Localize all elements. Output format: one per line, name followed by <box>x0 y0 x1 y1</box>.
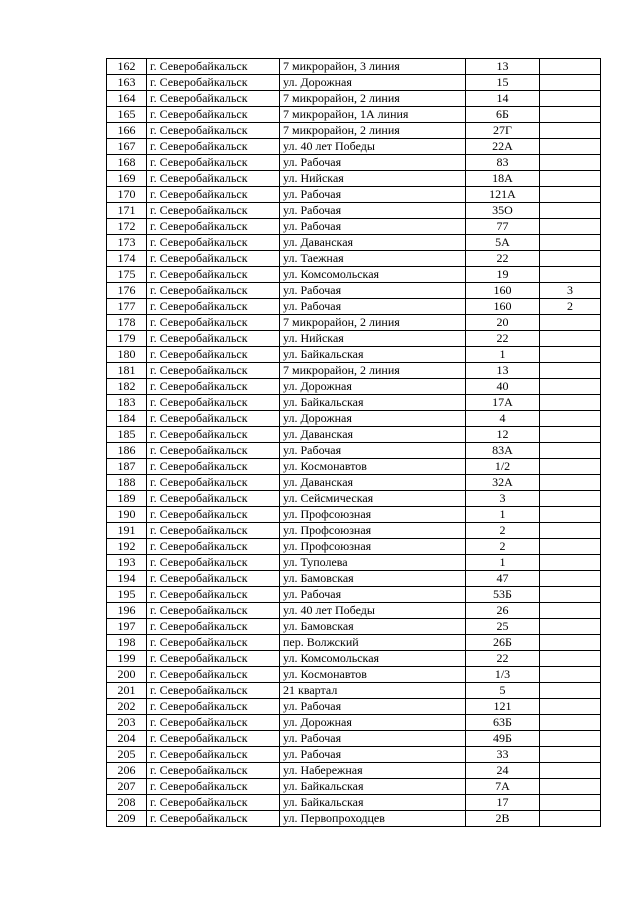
street-cell: ул. Байкальская <box>280 395 466 411</box>
apartment-cell <box>540 235 601 251</box>
street-cell: ул. Рабочая <box>280 187 466 203</box>
city-cell: г. Северобайкальск <box>147 395 280 411</box>
street-cell: ул. Космонавтов <box>280 667 466 683</box>
apartment-cell: 2 <box>540 299 601 315</box>
street-cell: ул. Рабочая <box>280 731 466 747</box>
apartment-cell <box>540 731 601 747</box>
street-cell: ул. Байкальская <box>280 795 466 811</box>
city-cell: г. Северобайкальск <box>147 539 280 555</box>
street-cell: ул. Рабочая <box>280 443 466 459</box>
house-number-cell: 13 <box>466 59 540 75</box>
city-cell: г. Северобайкальск <box>147 267 280 283</box>
apartment-cell <box>540 379 601 395</box>
apartment-cell: 3 <box>540 283 601 299</box>
city-cell: г. Северобайкальск <box>147 59 280 75</box>
row-number-cell: 185 <box>107 427 147 443</box>
table-row <box>107 779 601 795</box>
house-number-cell: 1 <box>466 507 540 523</box>
apartment-cell <box>540 59 601 75</box>
table-row <box>107 411 601 427</box>
table-row <box>107 155 601 171</box>
apartment-cell <box>540 267 601 283</box>
city-cell: г. Северобайкальск <box>147 379 280 395</box>
house-number-cell: 1 <box>466 555 540 571</box>
city-cell: г. Северобайкальск <box>147 459 280 475</box>
address-table <box>106 58 601 827</box>
row-number-cell: 200 <box>107 667 147 683</box>
street-cell: ул. Нийская <box>280 171 466 187</box>
city-cell: г. Северобайкальск <box>147 523 280 539</box>
apartment-cell <box>540 347 601 363</box>
table-row <box>107 107 601 123</box>
house-number-cell: 22А <box>466 139 540 155</box>
table-row <box>107 283 601 299</box>
table-row <box>107 219 601 235</box>
row-number-cell: 195 <box>107 587 147 603</box>
apartment-cell <box>540 395 601 411</box>
house-number-cell: 121 <box>466 699 540 715</box>
apartment-cell <box>540 763 601 779</box>
house-number-cell: 47 <box>466 571 540 587</box>
row-number-cell: 193 <box>107 555 147 571</box>
table-row <box>107 59 601 75</box>
table-row <box>107 267 601 283</box>
apartment-cell <box>540 571 601 587</box>
row-number-cell: 166 <box>107 123 147 139</box>
house-number-cell: 12 <box>466 427 540 443</box>
city-cell: г. Северобайкальск <box>147 123 280 139</box>
city-cell: г. Северобайкальск <box>147 795 280 811</box>
street-cell: 7 микрорайон, 2 линия <box>280 315 466 331</box>
city-cell: г. Северобайкальск <box>147 731 280 747</box>
street-cell: ул. Таежная <box>280 251 466 267</box>
street-cell: ул. Профсоюзная <box>280 539 466 555</box>
house-number-cell: 1 <box>466 347 540 363</box>
house-number-cell: 19 <box>466 267 540 283</box>
street-cell: ул. Профсоюзная <box>280 507 466 523</box>
table-row <box>107 619 601 635</box>
table-row <box>107 651 601 667</box>
city-cell: г. Северобайкальск <box>147 139 280 155</box>
street-cell: ул. Первопроходцев <box>280 811 466 827</box>
street-cell: ул. 40 лет Победы <box>280 139 466 155</box>
city-cell: г. Северобайкальск <box>147 315 280 331</box>
row-number-cell: 204 <box>107 731 147 747</box>
row-number-cell: 206 <box>107 763 147 779</box>
row-number-cell: 208 <box>107 795 147 811</box>
house-number-cell: 49Б <box>466 731 540 747</box>
house-number-cell: 17 <box>466 795 540 811</box>
street-cell: ул. Рабочая <box>280 219 466 235</box>
apartment-cell <box>540 219 601 235</box>
city-cell: г. Северобайкальск <box>147 491 280 507</box>
street-cell: ул. Профсоюзная <box>280 523 466 539</box>
apartment-cell <box>540 587 601 603</box>
apartment-cell <box>540 603 601 619</box>
row-number-cell: 187 <box>107 459 147 475</box>
street-cell: ул. Рабочая <box>280 203 466 219</box>
house-number-cell: 160 <box>466 299 540 315</box>
city-cell: г. Северобайкальск <box>147 187 280 203</box>
house-number-cell: 33 <box>466 747 540 763</box>
table-row <box>107 699 601 715</box>
street-cell: ул. Комсомольская <box>280 267 466 283</box>
house-number-cell: 40 <box>466 379 540 395</box>
table-row <box>107 347 601 363</box>
street-cell: 7 микрорайон, 1А линия <box>280 107 466 123</box>
row-number-cell: 167 <box>107 139 147 155</box>
table-row <box>107 171 601 187</box>
street-cell: 7 микрорайон, 2 линия <box>280 91 466 107</box>
city-cell: г. Северобайкальск <box>147 411 280 427</box>
apartment-cell <box>540 443 601 459</box>
city-cell: г. Северобайкальск <box>147 507 280 523</box>
table-row <box>107 203 601 219</box>
street-cell: ул. Туполева <box>280 555 466 571</box>
house-number-cell: 7А <box>466 779 540 795</box>
house-number-cell: 20 <box>466 315 540 331</box>
city-cell: г. Северобайкальск <box>147 635 280 651</box>
street-cell: ул. Бамовская <box>280 571 466 587</box>
house-number-cell: 26 <box>466 603 540 619</box>
apartment-cell <box>540 523 601 539</box>
house-number-cell: 4 <box>466 411 540 427</box>
row-number-cell: 192 <box>107 539 147 555</box>
house-number-cell: 53Б <box>466 587 540 603</box>
row-number-cell: 176 <box>107 283 147 299</box>
street-cell: ул. Рабочая <box>280 699 466 715</box>
street-cell: 7 микрорайон, 2 линия <box>280 123 466 139</box>
street-cell: ул. Рабочая <box>280 299 466 315</box>
street-cell: ул. Сейсмическая <box>280 491 466 507</box>
apartment-cell <box>540 363 601 379</box>
apartment-cell <box>540 651 601 667</box>
street-cell: ул. Дорожная <box>280 411 466 427</box>
row-number-cell: 174 <box>107 251 147 267</box>
house-number-cell: 121А <box>466 187 540 203</box>
street-cell: ул. Даванская <box>280 235 466 251</box>
street-cell: 7 микрорайон, 2 линия <box>280 363 466 379</box>
house-number-cell: 22 <box>466 251 540 267</box>
city-cell: г. Северобайкальск <box>147 155 280 171</box>
table-row <box>107 539 601 555</box>
row-number-cell: 179 <box>107 331 147 347</box>
row-number-cell: 202 <box>107 699 147 715</box>
city-cell: г. Северобайкальск <box>147 763 280 779</box>
row-number-cell: 186 <box>107 443 147 459</box>
row-number-cell: 178 <box>107 315 147 331</box>
house-number-cell: 3 <box>466 491 540 507</box>
house-number-cell: 26Б <box>466 635 540 651</box>
house-number-cell: 24 <box>466 763 540 779</box>
house-number-cell: 83 <box>466 155 540 171</box>
table-row <box>107 235 601 251</box>
row-number-cell: 180 <box>107 347 147 363</box>
table-row <box>107 635 601 651</box>
apartment-cell <box>540 91 601 107</box>
row-number-cell: 203 <box>107 715 147 731</box>
street-cell: ул. Дорожная <box>280 715 466 731</box>
row-number-cell: 168 <box>107 155 147 171</box>
city-cell: г. Северобайкальск <box>147 219 280 235</box>
row-number-cell: 197 <box>107 619 147 635</box>
city-cell: г. Северобайкальск <box>147 283 280 299</box>
table-row <box>107 683 601 699</box>
table-row <box>107 523 601 539</box>
table-row <box>107 331 601 347</box>
apartment-cell <box>540 251 601 267</box>
row-number-cell: 198 <box>107 635 147 651</box>
house-number-cell: 35О <box>466 203 540 219</box>
table-row <box>107 491 601 507</box>
apartment-cell <box>540 107 601 123</box>
street-cell: 21 квартал <box>280 683 466 699</box>
house-number-cell: 13 <box>466 363 540 379</box>
city-cell: г. Северобайкальск <box>147 587 280 603</box>
street-cell: ул. Дорожная <box>280 379 466 395</box>
row-number-cell: 181 <box>107 363 147 379</box>
table-row <box>107 299 601 315</box>
row-number-cell: 190 <box>107 507 147 523</box>
city-cell: г. Северобайкальск <box>147 683 280 699</box>
apartment-cell <box>540 139 601 155</box>
table-row <box>107 763 601 779</box>
house-number-cell: 2В <box>466 811 540 827</box>
house-number-cell: 32А <box>466 475 540 491</box>
street-cell: ул. Рабочая <box>280 155 466 171</box>
apartment-cell <box>540 779 601 795</box>
table-row <box>107 811 601 827</box>
city-cell: г. Северобайкальск <box>147 747 280 763</box>
city-cell: г. Северобайкальск <box>147 235 280 251</box>
table-row <box>107 731 601 747</box>
city-cell: г. Северобайкальск <box>147 91 280 107</box>
address-table-body <box>107 59 601 827</box>
house-number-cell: 77 <box>466 219 540 235</box>
apartment-cell <box>540 539 601 555</box>
table-row <box>107 251 601 267</box>
row-number-cell: 199 <box>107 651 147 667</box>
table-row <box>107 443 601 459</box>
street-cell: ул. Рабочая <box>280 587 466 603</box>
house-number-cell: 63Б <box>466 715 540 731</box>
apartment-cell <box>540 315 601 331</box>
apartment-cell <box>540 75 601 91</box>
row-number-cell: 175 <box>107 267 147 283</box>
apartment-cell <box>540 331 601 347</box>
table-row <box>107 427 601 443</box>
row-number-cell: 177 <box>107 299 147 315</box>
street-cell: ул. Дорожная <box>280 75 466 91</box>
city-cell: г. Северобайкальск <box>147 171 280 187</box>
city-cell: г. Северобайкальск <box>147 651 280 667</box>
row-number-cell: 162 <box>107 59 147 75</box>
row-number-cell: 196 <box>107 603 147 619</box>
street-cell: ул. 40 лет Победы <box>280 603 466 619</box>
apartment-cell <box>540 715 601 731</box>
city-cell: г. Северобайкальск <box>147 603 280 619</box>
row-number-cell: 194 <box>107 571 147 587</box>
city-cell: г. Северобайкальск <box>147 619 280 635</box>
street-cell: ул. Набережная <box>280 763 466 779</box>
row-number-cell: 164 <box>107 91 147 107</box>
table-row <box>107 315 601 331</box>
row-number-cell: 173 <box>107 235 147 251</box>
table-row <box>107 587 601 603</box>
row-number-cell: 182 <box>107 379 147 395</box>
apartment-cell <box>540 683 601 699</box>
city-cell: г. Северобайкальск <box>147 299 280 315</box>
house-number-cell: 22 <box>466 651 540 667</box>
table-row <box>107 123 601 139</box>
table-row <box>107 459 601 475</box>
apartment-cell <box>540 459 601 475</box>
apartment-cell <box>540 555 601 571</box>
apartment-cell <box>540 747 601 763</box>
city-cell: г. Северобайкальск <box>147 475 280 491</box>
row-number-cell: 191 <box>107 523 147 539</box>
city-cell: г. Северобайкальск <box>147 667 280 683</box>
apartment-cell <box>540 155 601 171</box>
house-number-cell: 5А <box>466 235 540 251</box>
row-number-cell: 189 <box>107 491 147 507</box>
city-cell: г. Северобайкальск <box>147 331 280 347</box>
city-cell: г. Северобайкальск <box>147 571 280 587</box>
table-row <box>107 363 601 379</box>
table-row <box>107 555 601 571</box>
city-cell: г. Северобайкальск <box>147 555 280 571</box>
house-number-cell: 25 <box>466 619 540 635</box>
row-number-cell: 170 <box>107 187 147 203</box>
city-cell: г. Северобайкальск <box>147 75 280 91</box>
apartment-cell <box>540 491 601 507</box>
house-number-cell: 22 <box>466 331 540 347</box>
row-number-cell: 209 <box>107 811 147 827</box>
house-number-cell: 160 <box>466 283 540 299</box>
row-number-cell: 183 <box>107 395 147 411</box>
street-cell: ул. Байкальская <box>280 779 466 795</box>
apartment-cell <box>540 171 601 187</box>
house-number-cell: 27Г <box>466 123 540 139</box>
table-row <box>107 795 601 811</box>
table-row <box>107 715 601 731</box>
house-number-cell: 17А <box>466 395 540 411</box>
street-cell: 7 микрорайон, 3 линия <box>280 59 466 75</box>
street-cell: ул. Космонавтов <box>280 459 466 475</box>
city-cell: г. Северобайкальск <box>147 443 280 459</box>
city-cell: г. Северобайкальск <box>147 203 280 219</box>
table-row <box>107 187 601 203</box>
house-number-cell: 1/3 <box>466 667 540 683</box>
house-number-cell: 14 <box>466 91 540 107</box>
table-row <box>107 507 601 523</box>
house-number-cell: 15 <box>466 75 540 91</box>
apartment-cell <box>540 619 601 635</box>
row-number-cell: 165 <box>107 107 147 123</box>
street-cell: ул. Бамовская <box>280 619 466 635</box>
street-cell: ул. Байкальская <box>280 347 466 363</box>
city-cell: г. Северобайкальск <box>147 699 280 715</box>
house-number-cell: 2 <box>466 539 540 555</box>
city-cell: г. Северобайкальск <box>147 779 280 795</box>
table-row <box>107 91 601 107</box>
document-page <box>106 58 601 827</box>
row-number-cell: 171 <box>107 203 147 219</box>
city-cell: г. Северобайкальск <box>147 363 280 379</box>
apartment-cell <box>540 411 601 427</box>
table-row <box>107 571 601 587</box>
house-number-cell: 5 <box>466 683 540 699</box>
street-cell: пер. Волжский <box>280 635 466 651</box>
house-number-cell: 18А <box>466 171 540 187</box>
table-row <box>107 475 601 491</box>
house-number-cell: 2 <box>466 523 540 539</box>
row-number-cell: 169 <box>107 171 147 187</box>
table-row <box>107 395 601 411</box>
apartment-cell <box>540 699 601 715</box>
row-number-cell: 184 <box>107 411 147 427</box>
row-number-cell: 163 <box>107 75 147 91</box>
row-number-cell: 207 <box>107 779 147 795</box>
apartment-cell <box>540 427 601 443</box>
apartment-cell <box>540 795 601 811</box>
table-row <box>107 139 601 155</box>
apartment-cell <box>540 187 601 203</box>
city-cell: г. Северобайкальск <box>147 347 280 363</box>
apartment-cell <box>540 635 601 651</box>
apartment-cell <box>540 811 601 827</box>
city-cell: г. Северобайкальск <box>147 811 280 827</box>
street-cell: ул. Рабочая <box>280 747 466 763</box>
table-row <box>107 379 601 395</box>
apartment-cell <box>540 203 601 219</box>
city-cell: г. Северобайкальск <box>147 427 280 443</box>
row-number-cell: 172 <box>107 219 147 235</box>
city-cell: г. Северобайкальск <box>147 251 280 267</box>
apartment-cell <box>540 667 601 683</box>
apartment-cell <box>540 507 601 523</box>
house-number-cell: 6Б <box>466 107 540 123</box>
table-row <box>107 75 601 91</box>
row-number-cell: 188 <box>107 475 147 491</box>
apartment-cell <box>540 123 601 139</box>
street-cell: ул. Рабочая <box>280 283 466 299</box>
table-row <box>107 603 601 619</box>
table-row <box>107 667 601 683</box>
city-cell: г. Северобайкальск <box>147 107 280 123</box>
row-number-cell: 205 <box>107 747 147 763</box>
table-row <box>107 747 601 763</box>
street-cell: ул. Даванская <box>280 475 466 491</box>
apartment-cell <box>540 475 601 491</box>
street-cell: ул. Даванская <box>280 427 466 443</box>
street-cell: ул. Комсомольская <box>280 651 466 667</box>
house-number-cell: 83А <box>466 443 540 459</box>
house-number-cell: 1/2 <box>466 459 540 475</box>
city-cell: г. Северобайкальск <box>147 715 280 731</box>
street-cell: ул. Нийская <box>280 331 466 347</box>
row-number-cell: 201 <box>107 683 147 699</box>
